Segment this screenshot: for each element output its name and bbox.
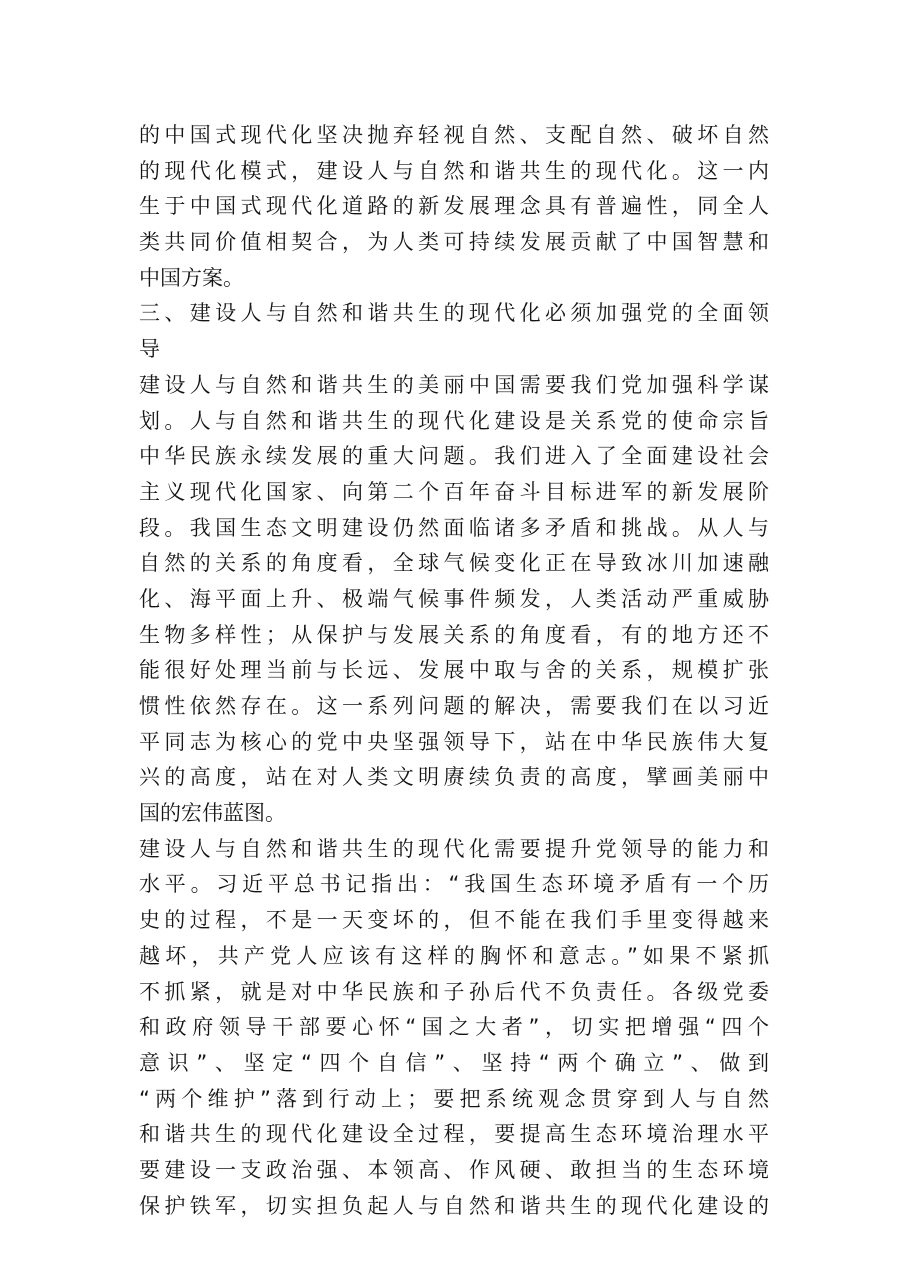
section-heading: 三、建设人与自然和谐共生的现代化必须加强党的全面领 — [139, 301, 769, 326]
body-text-line: 自然的关系的角度看，全球气候变化正在导致冰川加速融 — [139, 551, 769, 576]
body-text-line: 生于中国式现代化道路的新发展理念具有普遍性，同全人 — [139, 194, 769, 219]
body-text-line: 保护铁军，切实担负起人与自然和谐共生的现代化建设的 — [139, 1193, 769, 1218]
body-text-line: 越坏，共产党人应该有这样的胸怀和意志。”如果不紧抓 — [139, 943, 769, 968]
body-text-line: 水平。习近平总书记指出：“我国生态环境矛盾有一个历 — [139, 872, 769, 897]
body-text-line: 划。人与自然和谐共生的现代化建设是关系党的使命宗旨 — [139, 408, 769, 433]
body-text-line: 兴的高度，站在对人类文明赓续负责的高度，擘画美丽中 — [139, 765, 769, 790]
body-text-line: 要建设一支政治强、本领高、作风硬、敢担当的生态环境 — [139, 1157, 769, 1182]
body-text-line: 能很好处理当前与长远、发展中取与舍的关系，规模扩张 — [139, 658, 769, 683]
body-text-line: 意识”、坚定“四个自信”、坚持“两个确立”、做到 — [139, 1050, 769, 1075]
body-text-line: 的现代化模式，建设人与自然和谐共生的现代化。这一内 — [139, 158, 769, 183]
body-text-line: 和谐共生的现代化建设全过程，要提高生态环境治理水平 — [139, 1122, 769, 1147]
body-text-line: 平同志为核心的党中央坚强领导下，站在中华民族伟大复 — [139, 729, 769, 754]
body-text-line: 中华民族永续发展的重大问题。我们进入了全面建设社会 — [139, 444, 769, 469]
body-text-line: 史的过程，不是一天变坏的，但不能在我们手里变得越来 — [139, 908, 769, 933]
body-text-line: 不抓紧，就是对中华民族和子孙后代不负责任。各级党委 — [139, 979, 769, 1004]
section-heading: 导 — [139, 337, 160, 362]
body-text-line: 和政府领导干部要心怀“国之大者”，切实把增强“四个 — [139, 1015, 769, 1040]
body-text-line: 惯性依然存在。这一系列问题的解决，需要我们在以习近 — [139, 694, 769, 718]
body-text-line: 中国方案。 — [139, 265, 244, 290]
body-text-line: 化、海平面上升、极端气候事件频发，人类活动严重威胁 — [139, 586, 769, 611]
body-text-line: 生物多样性；从保护与发展关系的角度看，有的地方还不 — [139, 622, 769, 647]
document-body — [139, 118, 779, 1224]
body-text-line: “两个维护”落到行动上；要把系统观念贯穿到人与自然 — [139, 1086, 769, 1111]
body-text-line: 建设人与自然和谐共生的美丽中国需要我们党加强科学谋 — [139, 372, 769, 397]
body-text-line: 建设人与自然和谐共生的现代化需要提升党领导的能力和 — [139, 836, 769, 861]
body-text-line: 国的宏伟蓝图。 — [139, 801, 286, 826]
body-text-line: 类共同价值相契合，为人类可持续发展贡献了中国智慧和 — [139, 230, 769, 255]
body-text-line: 的中国式现代化坚决抛弃轻视自然、支配自然、破坏自然 — [139, 123, 769, 147]
body-text-line: 段。我国生态文明建设仍然面临诸多矛盾和挑战。从人与 — [139, 515, 769, 540]
body-text-line: 主义现代化国家、向第二个百年奋斗目标进军的新发展阶 — [139, 479, 769, 504]
